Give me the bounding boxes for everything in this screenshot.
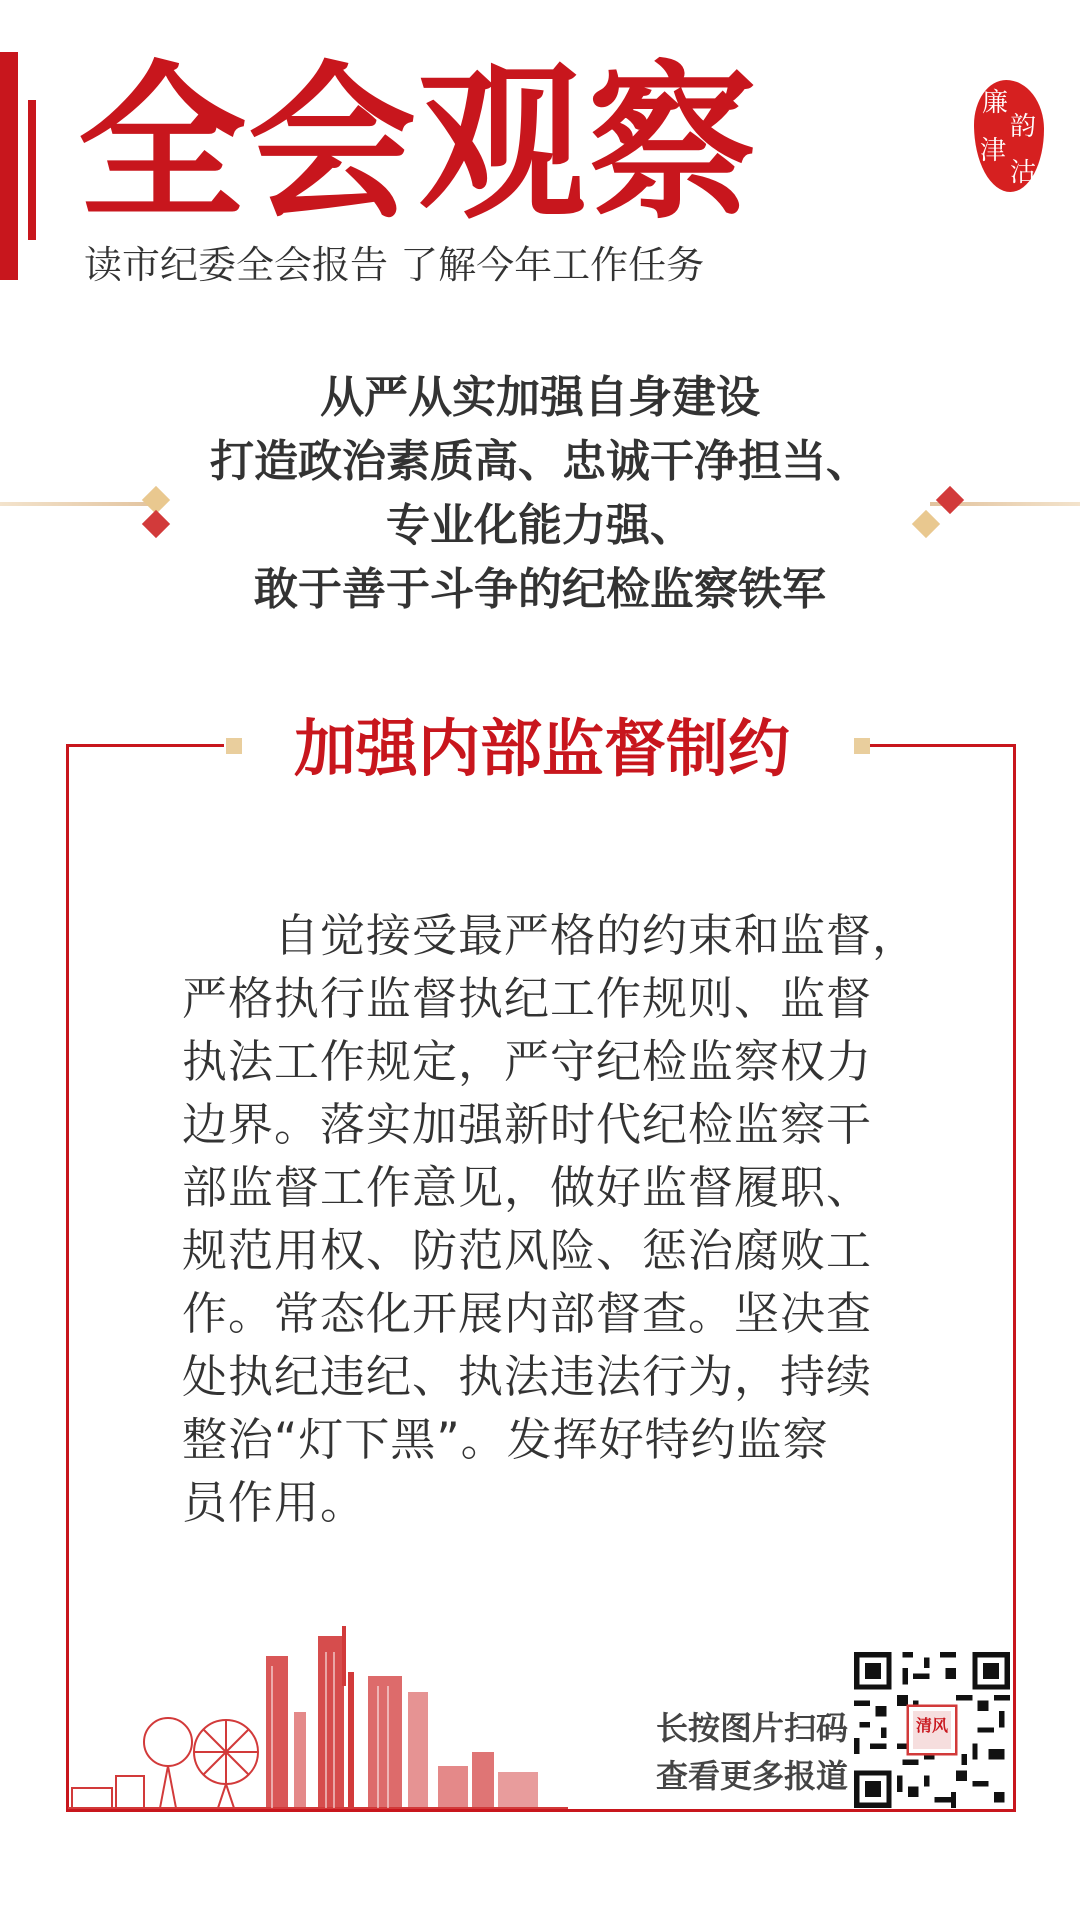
body-line: 作。常态化开展内部督查。坚决查 <box>182 1287 873 1340</box>
seal-char: 津 <box>980 136 1007 166</box>
seal-char: 韵 <box>1010 112 1037 142</box>
intro-line: 从严从实加强自身建设 <box>320 372 760 423</box>
intro-line: 专业化能力强、 <box>386 500 694 551</box>
body-line: 严格执行监督执纪工作规则、监督 <box>182 972 873 1025</box>
decorative-line-left <box>0 502 160 506</box>
gold-square-ornament-icon <box>854 738 870 754</box>
page-title: 全会观察 <box>78 44 758 242</box>
scan-line: 查看更多报道 <box>655 1757 848 1795</box>
intro-line: 敢于善于斗争的纪检监察铁军 <box>254 564 826 615</box>
qr-logo-text: 清风 <box>915 1716 948 1735</box>
header-accent-bar-thin <box>28 100 36 240</box>
body-line: 部监督工作意见，做好监督履职、 <box>182 1161 873 1214</box>
body-line: 执法工作规定，严守纪检监察权力 <box>182 1035 873 1088</box>
body-line: 边界。落实加强新时代纪检监察干 <box>182 1098 873 1151</box>
page-subtitle: 读市纪委全会报告 了解今年工作任务 <box>84 243 705 287</box>
body-line: 自觉接受最严格的约束和监督， <box>182 909 919 962</box>
city-skyline-illustration <box>68 1622 568 1810</box>
body-line: 员作用。 <box>182 1476 367 1529</box>
body-line: 整治“灯下黑”。发挥好特约监察 <box>182 1413 829 1466</box>
diamond-ornament-icon <box>936 486 964 514</box>
header-accent-bar <box>0 52 18 280</box>
seal-logo <box>974 80 1044 192</box>
frame-top-right-border <box>870 744 1016 747</box>
body-line: 规范用权、防范风险、惩治腐败工 <box>182 1224 873 1277</box>
section-title: 加强内部监督制约 <box>293 712 790 785</box>
scan-line: 长按图片扫码 <box>655 1709 848 1747</box>
intro-block <box>160 366 920 622</box>
scan-prompt <box>628 1704 848 1800</box>
frame-top-left-border <box>66 744 224 747</box>
seal-char: 沽 <box>1010 158 1037 188</box>
intro-line: 打造政治素质高、忠诚干净担当、 <box>210 436 870 487</box>
section-body <box>182 904 919 1534</box>
seal-char: 廉 <box>982 88 1009 118</box>
body-line: 处执纪违纪、执法违法行为，持续 <box>182 1350 873 1403</box>
